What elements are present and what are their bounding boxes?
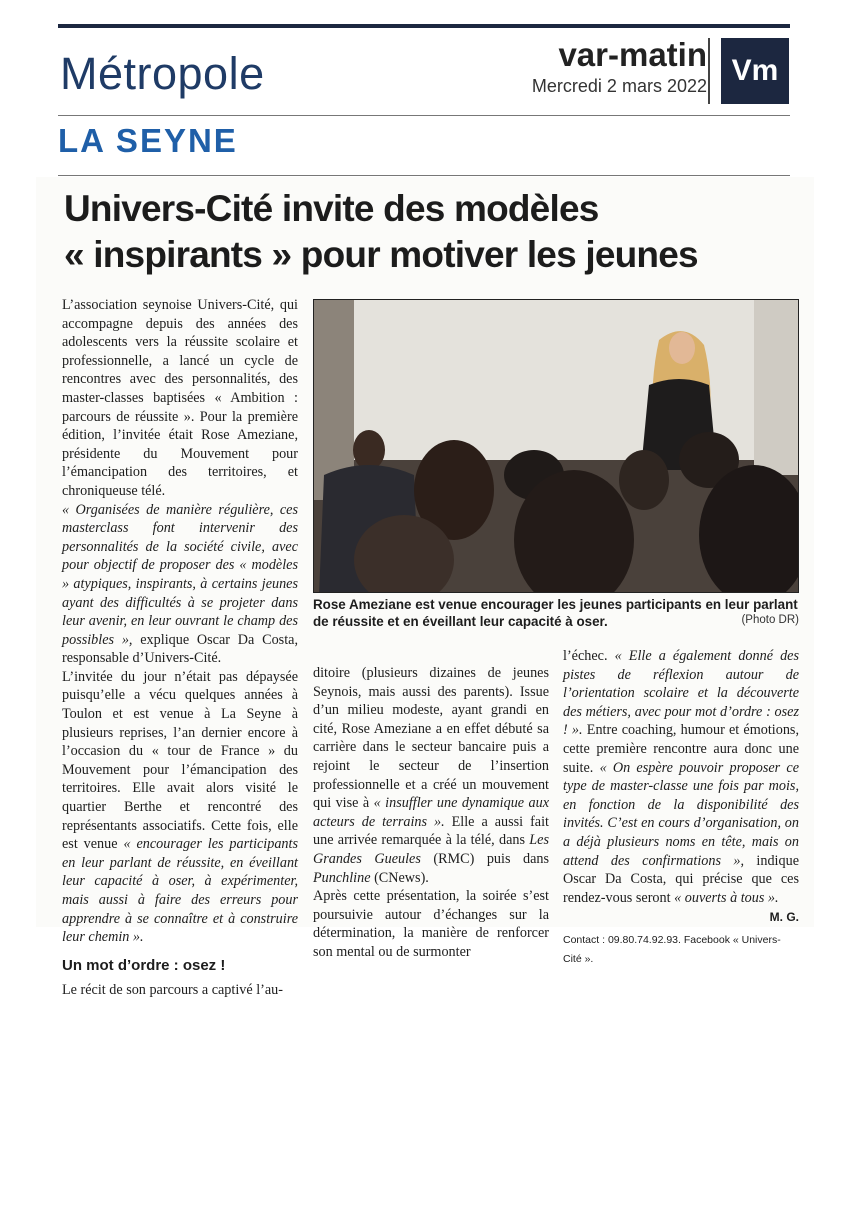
paragraph — [563, 647, 799, 907]
author-signature: M. G. — [769, 910, 799, 925]
paragraph: L’association seynoise Univers-Cité, qui accompagne depuis des années des adolescents vers la réussite scolaire et professionnelle, a lancé un cycle de rencontres avec des personnalités, des master-classes baptisées « Ambition : parcours de réussite ». Pour la première édition, l’invitée était Rose Ameziane, présidente du Mouvement pour l’émancipation des territoires, et chroniqueuse télé. — [62, 297, 298, 499]
city-heading: LA SEYNE — [58, 122, 238, 159]
photo-caption: Rose Ameziane est venue encourager les jeunes participants en leur parlant de réussite et en éveillant leur capacité à oser. — [313, 597, 798, 629]
paragraph: Après cette présentation, la soirée s’est poursuivie autour d’échanges sur la détermination, la manière de renforcer son mental ou de surmonter — [313, 888, 549, 960]
photo-credit: (Photo DR) — [741, 614, 799, 626]
subheading: Un mot d’ordre : osez ! — [62, 956, 226, 974]
headline-line-1: Univers-Cité invite des modèles — [64, 188, 599, 229]
section-title: Métropole — [60, 48, 265, 99]
photo-illustration — [314, 300, 799, 593]
article-column-3 — [563, 647, 799, 968]
show-title: Punchline — [313, 869, 371, 886]
show-title: Les Grandes Gueules — [313, 832, 549, 867]
newspaper-name: var-matin — [558, 36, 707, 73]
brand-block — [532, 36, 707, 97]
quote: « insuffler une dynamique aux acteurs de terrains ». — [313, 795, 550, 830]
text: (RMC) puis dans — [420, 850, 549, 867]
text: ditoire (plusieurs dizaines de jeunes Seynois, mais aussi des parents). Issue d’un milieu modeste, ayant grandi en cité, Rose Ameziane a en effet débuté sa carrière dans le secteur bancaire puis a rejoint le secteur de l’insertion professionnelle et a créé un mouvement qui vise à — [313, 665, 549, 812]
brand-divider — [708, 38, 710, 104]
quote: « Elle a également donné des pistes de réflexion autour de l’orientation scolaire et la découverte des métiers, avec pour mot d’ordre : osez ! ». — [563, 648, 799, 739]
article-column-1 — [62, 296, 298, 1000]
article-headline — [64, 186, 804, 278]
text: Elle a aussi fait une arrivée remarquée à la télé, dans — [313, 813, 549, 849]
event-photo — [313, 299, 799, 593]
text: indique Oscar Da Costa, qui précise que ces rendez-vous seront — [563, 852, 799, 906]
paragraph — [62, 668, 298, 947]
article-column-2 — [313, 664, 549, 962]
paragraph: Le récit de son parcours a captivé l’au- — [62, 982, 283, 999]
text: (CNews). — [370, 869, 429, 886]
city-rule — [58, 175, 790, 176]
paragraph — [62, 501, 298, 668]
publication-date: Mercredi 2 mars 2022 — [531, 76, 707, 96]
quote: « Organisées de manière régulière, ces masterclass font intervenir des personnalités de la société civile, avec pour objectif de proposer des « modèles » atypiques, inspirants, à certains jeunes ayant des difficultés à se projeter dans leur avenir, en leur ouvrant le champ des possibles », — [62, 501, 298, 648]
headline-line-2: « inspirants » pour motiver les jeunes — [64, 234, 698, 275]
quote: « On espère pouvoir proposer ce type de master-classe une fois par mois, en fonction de la disponibilité des invités. C’est en cours d’organisation, on a déjà plusieurs noms en tête, mais on attend des confirmations », — [563, 759, 800, 869]
paragraph — [313, 664, 549, 887]
quote: « encourager les participants en leur parlant de réussite, en éveillant leur capacité à oser, à expérimenter, mais aussi à faire des erreurs pour apprendre à se connaître et à construire leur chemin ». — [62, 836, 298, 946]
text: l’échec. — [563, 648, 615, 664]
top-rule — [58, 24, 790, 28]
contact-info: Contact : 09.80.74.92.93. Facebook « Univers-Cité ». — [563, 933, 781, 965]
brand-logo: Vm — [721, 38, 789, 104]
text: L’invitée du jour n’était pas dépaysée puisqu’elle a vécu quelques années à Toulon et est venue à La Seyne à plusieurs reprises, l’an dernier encore à l’occasion du « tour de France » du Mouvement pour l’émancipation des territoires. Elle avait alors visité le quartier Berthe et rencontré des représentants associatifs. Cette fois, elle est venue — [62, 668, 298, 853]
text: Entre coaching, humour et émotions, cette première rencontre aura donc une suite. — [563, 722, 799, 776]
header-rule — [58, 115, 790, 116]
quote: « ouverts à tous ». — [674, 889, 779, 906]
text: explique Oscar Da Costa, responsable d’Univers-Cité. — [62, 631, 298, 667]
